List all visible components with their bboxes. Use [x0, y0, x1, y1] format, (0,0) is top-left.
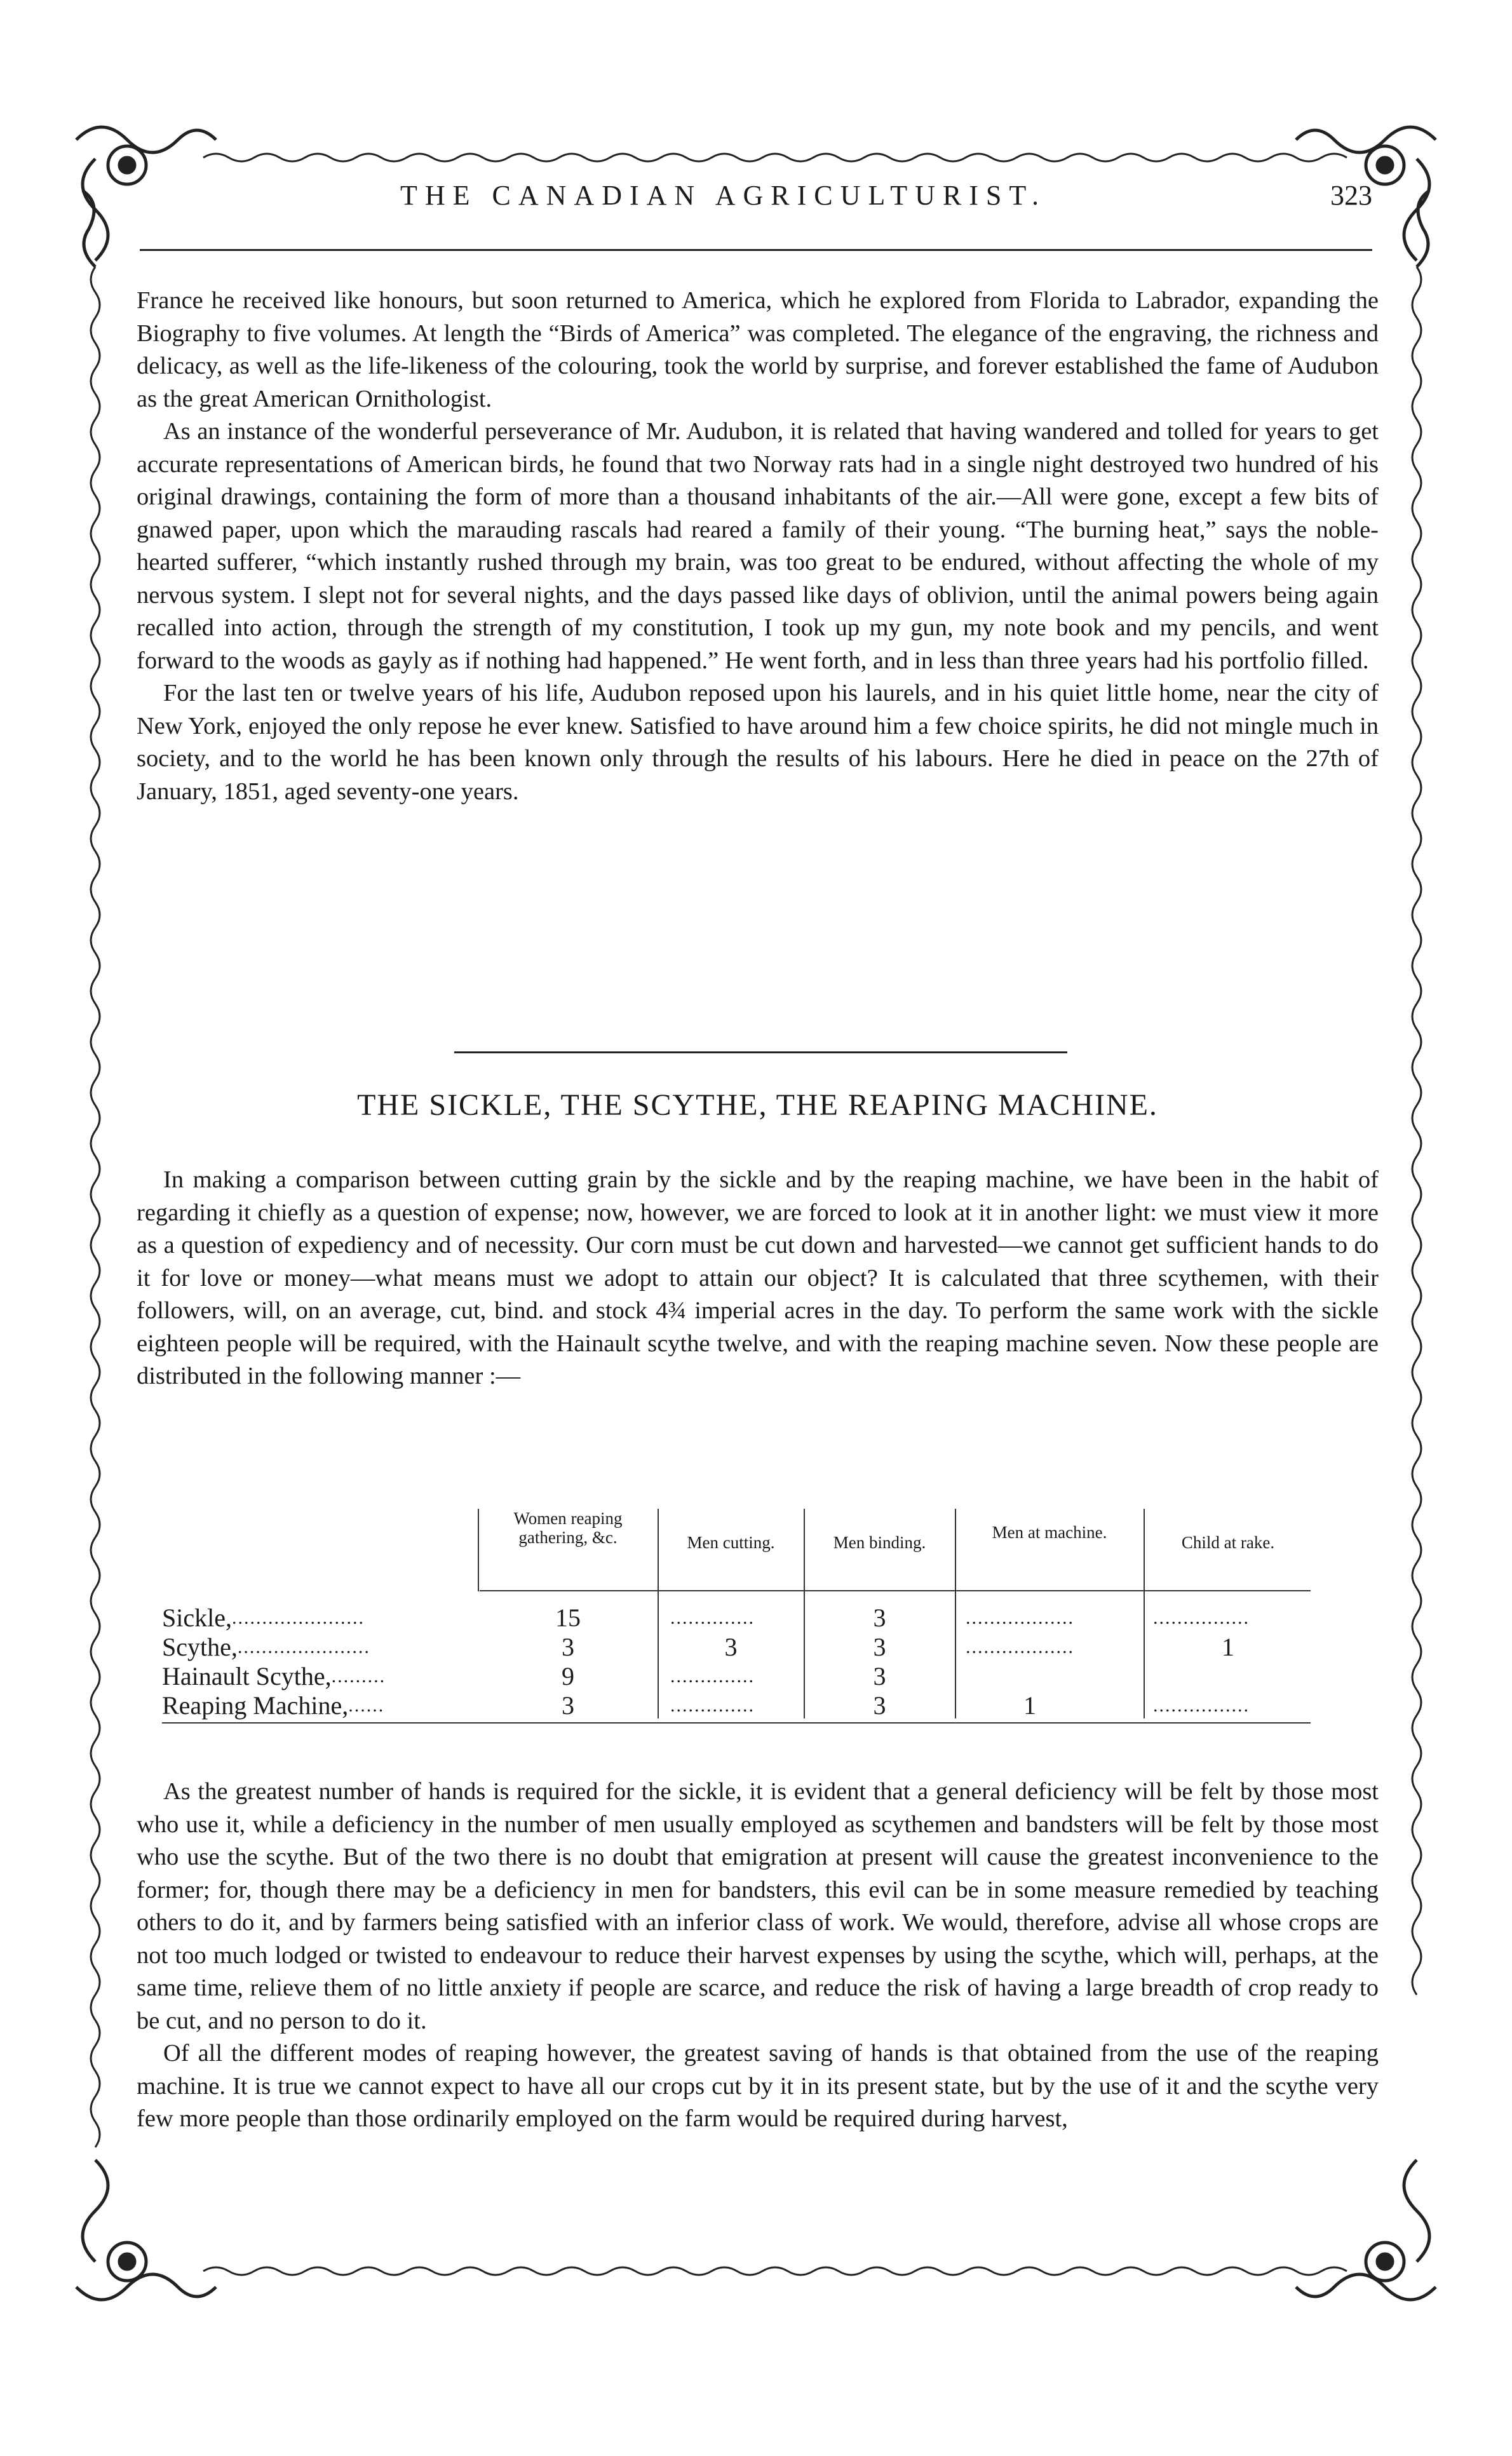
corner-ornament-bottom-left [76, 2160, 216, 2300]
cell-machine: 1 [1023, 1691, 1036, 1720]
cell-women: 3 [562, 1691, 574, 1720]
paragraph: Of all the different modes of reaping however, the greatest saving of hands is that obtained from the use of the reaping machine. It is true we cannot expect to have all our crops cut by it in its present state, but by the use of it and the scythe very few more people than those ordinarily employed on the farm would be required during harvest, [137, 2040, 1379, 2132]
column-divider [1144, 1509, 1145, 1718]
reaping-article-intro [137, 1164, 1379, 1393]
header-women-reaping: Women reaping gathering, &c. [513, 1509, 623, 1547]
article-title: THE SICKLE, THE SCYTHE, THE REAPING MACHINE. [357, 1088, 1158, 1122]
cell-binding: 3 [873, 1633, 886, 1661]
column-divider [658, 1509, 659, 1718]
header-child-at-rake: Child at rake. [1181, 1533, 1275, 1552]
column-divider [478, 1509, 479, 1591]
cell-rake: 1 [1222, 1633, 1234, 1661]
column-divider [804, 1509, 805, 1718]
header-rule [480, 1590, 1311, 1591]
cell-binding: 3 [873, 1603, 886, 1632]
header-men-at-machine: Men at machine. [992, 1523, 1107, 1542]
cell-women: 9 [562, 1662, 574, 1690]
paragraph: In making a comparison between cutting grain by the sickle and by the reaping machine, we have been in the habit of regarding it chiefly as a question of expense; now, however, we are forced to look at it in another light: we must view it more as a question of expediency and of necessity. Our corn must be cut down and harvested—we cannot get sufficient hands to do it for love or money—what means must we adopt to attain our object? It is calculated that three scythemen, with their followers, will, on an average, cut, bind. and stock 4¾ imperial acres in the day. To perform the same work with the sickle eighteen people will be required, with the Hainault scythe twelve, and with the reaping machine seven. Now these people are distributed in the following manner :— [137, 1166, 1379, 1389]
cell-empty: .............. [670, 1695, 755, 1716]
bottom-border-line [203, 2267, 1347, 2275]
header-rule [140, 249, 1372, 251]
cell-empty: .................. [966, 1636, 1074, 1657]
header-men-binding: Men binding. [833, 1533, 926, 1552]
paragraph: For the last ten or twelve years of his life, Audubon reposed upon his laurels, and in his quiet little home, near the city of New York, enjoyed the only repose he ever knew. Satisfied to have around him a few choice spirits, he did not mingle much in society, and to the world he has been known only through the results of his labours. Here he died in peace on the 27th of January, 1851, aged seventy-one years. [137, 680, 1379, 805]
row-label-hainault-scythe: Hainault Scythe, ......... [162, 1662, 386, 1690]
running-head: THE CANADIAN AGRICULTURIST. [400, 180, 1046, 211]
table-bottom-rule [162, 1722, 1311, 1724]
cell-empty: ................ [1153, 1607, 1250, 1628]
running-header [191, 179, 1372, 224]
left-border-line [91, 267, 100, 2147]
cell-binding: 3 [873, 1691, 886, 1720]
cell-binding: 3 [873, 1662, 886, 1690]
cell-women: 3 [562, 1633, 574, 1661]
paragraph: France he received like honours, but soon returned to America, which he explored from Florida to Labrador, expanding the Biography to five volumes. At length the “Birds of America” was completed. The elegance of the engraving, the richness and delicacy, as well as the life-likeness of the colouring, took the world by surprise, and forever established the fame of Audubon as the great American Ornithologist. [137, 287, 1379, 412]
column-divider [955, 1509, 956, 1718]
cell-empty: .................. [966, 1607, 1074, 1628]
row-label-sickle: Sickle, ...................... [162, 1603, 365, 1632]
row-label-scythe: Scythe, ...................... [162, 1633, 370, 1661]
cell-empty: .............. [670, 1666, 755, 1687]
header-men-cutting: Men cutting. [687, 1533, 775, 1552]
paragraph: As an instance of the wonderful perseverance of Mr. Audubon, it is related that having wandered and tolled for years to get accurate representations of American birds, he found that two Norway rats had in a single night destroyed two hundred of his original drawings, containing the form of more than a thousand inhabitants of the air.—All were gone, except a few bits of gnawed paper, upon which the marauding rascals had reared a family of their young. “The burning heat,” says the noble-hearted sufferer, “which instantly rushed through my brain, was too great to be endured, without affecting the whole of my nervous system. I slept not for several nights, and the days passed like days of oblivion, until the animal powers being again recalled into action, through the strength of my constitution, I took up my gun, my note book and my pencils, and went forward to the woods as gayly as if nothing had happened.” He went forth, and in less than three years had his portfolio filled. [137, 418, 1379, 674]
section-divider [454, 1051, 1067, 1053]
cell-cutting: 3 [724, 1633, 738, 1661]
top-border-line [203, 154, 1347, 161]
cell-empty: .............. [670, 1607, 755, 1628]
corner-ornament-bottom-right [1296, 2160, 1436, 2300]
cell-empty: ................ [1153, 1695, 1250, 1716]
reaping-article-body [137, 1776, 1379, 2136]
labour-table [162, 1509, 1369, 1750]
paragraph: As the greatest number of hands is required for the sickle, it is evident that a general deficiency will be felt by those most who use it, while a deficiency in the number of men usually employed as scythemen and bandsters will be felt by those most who use the scythe. But of the two there is no doubt that emigration at present will cause the greatest inconvenience to the former; for, though there may be a deficiency in men for bandsters, this evil can be in some measure remedied by teaching others to do it, and by farmers being satisfied with an inferior class of work. We would, therefore, advise all whose crops are not too much lodged or twisted to endeavour to reduce their harvest expenses by using the scythe, which will, perhaps, at the same time, relieve them of no little anxiety if people are scarce, and reduce the risk of having a large breadth of crop ready to be cut, and no person to do it. [137, 1778, 1379, 2034]
right-border-line [1412, 267, 1421, 1995]
cell-women: 15 [555, 1603, 581, 1632]
row-label-reaping-machine: Reaping Machine, ...... [162, 1691, 385, 1720]
page-number: 323 [1330, 180, 1372, 211]
audubon-article [137, 285, 1379, 808]
